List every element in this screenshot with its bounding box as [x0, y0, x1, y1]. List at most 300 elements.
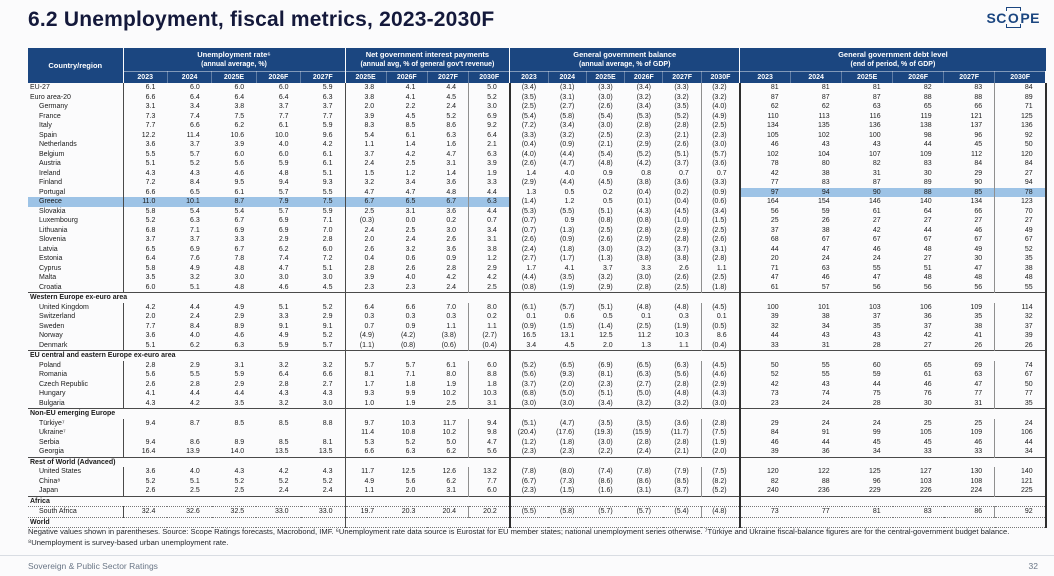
value-cell: 108 — [970, 477, 983, 485]
value-cell: (2.7) — [469, 331, 510, 341]
value-cell: 67 — [872, 236, 881, 244]
value-cell: 42 — [770, 169, 779, 177]
value-cell: 2.6 — [446, 236, 457, 244]
value-cell: 24 — [821, 399, 830, 407]
value-cell: 1.9 — [469, 169, 510, 179]
table-row — [28, 283, 1046, 293]
value-cell: (2.7) — [636, 380, 651, 388]
value-cell: 3.7 — [190, 236, 200, 244]
value-cell: 4.2 — [145, 303, 156, 311]
value-cell: 0.0 — [405, 217, 416, 225]
section-row: Africa — [28, 496, 1046, 507]
value-cell: (1.8) — [559, 245, 575, 253]
value-cell: 12.2 — [141, 131, 156, 139]
country-label: France — [28, 112, 123, 122]
value-cell: 47 — [974, 264, 983, 272]
country-label: United Kingdom — [28, 303, 123, 313]
value-cell: 8.6 — [446, 122, 457, 130]
value-cell: 1.8 — [469, 380, 510, 390]
value-cell: 24 — [995, 419, 1046, 429]
country-label: Ireland — [28, 169, 123, 179]
value-cell: 224 — [970, 487, 983, 495]
value-cell: (3.2) — [636, 245, 651, 253]
country-label: EU-27 — [28, 83, 123, 93]
value-cell: 10.1 — [167, 197, 211, 207]
value-cell: 88 — [893, 188, 944, 198]
value-cell: (3.7) — [674, 245, 689, 253]
value-cell: 0.1 — [701, 312, 739, 322]
value-cell: (5.1) — [521, 419, 537, 427]
value-cell: 8.0 — [469, 303, 510, 313]
value-cell: 229 — [868, 487, 881, 495]
value-cell: 3.0 — [278, 274, 289, 282]
value-cell: 0.1 — [526, 313, 537, 321]
value-cell: 48 — [923, 274, 932, 282]
value-cell: 73 — [770, 390, 779, 398]
value-cell: 43 — [872, 141, 881, 149]
value-cell: 105 — [766, 131, 779, 139]
value-cell: 4.7 — [446, 150, 457, 158]
value-cell: 34 — [821, 322, 830, 330]
value-cell: 9.4 — [469, 419, 510, 429]
value-cell: (1.5) — [559, 322, 575, 330]
year-header: 2023 — [740, 71, 791, 83]
value-cell: 23 — [770, 399, 779, 407]
value-cell: 1.4 — [446, 169, 457, 177]
value-cell: 43 — [872, 332, 881, 340]
value-cell: 44 — [770, 245, 779, 253]
group-header: Net government interest payments (annual avg, % of general gov't revenue) — [345, 48, 510, 71]
value-cell: 4.0 — [405, 274, 416, 282]
value-cell: (3.7) — [521, 380, 537, 388]
value-cell: 7.0 — [301, 226, 345, 236]
table-row — [28, 188, 1046, 198]
value-cell: 75 — [872, 390, 881, 398]
value-cell: 113 — [818, 112, 830, 120]
value-cell: 6.4 — [234, 93, 245, 101]
value-cell: (2.0) — [559, 380, 575, 388]
value-cell: 20.2 — [469, 507, 510, 518]
value-cell: (1.3) — [559, 226, 575, 234]
value-cell: (0.7) — [521, 226, 537, 234]
value-cell: 4.8 — [234, 264, 245, 272]
value-cell: 33 — [923, 448, 932, 456]
value-cell: (8.2) — [701, 477, 739, 487]
table-row — [28, 428, 1046, 438]
country-label: Euro area-20 — [28, 93, 123, 103]
value-cell: (2.3) — [636, 131, 651, 139]
value-cell: 4.0 — [564, 169, 575, 177]
value-cell: 2.9 — [234, 380, 245, 388]
value-cell: 2.3 — [364, 283, 375, 291]
value-cell: (3.2) — [674, 399, 689, 407]
value-cell: (2.4) — [521, 245, 537, 253]
value-cell: (4.5) — [598, 179, 613, 187]
value-cell: 6.4 — [364, 303, 375, 311]
value-cell: 1.7 — [364, 380, 375, 388]
value-cell: (6.3) — [636, 371, 651, 379]
value-cell: (5.4) — [663, 507, 701, 518]
value-cell: 44 — [770, 332, 779, 340]
value-cell: 102 — [766, 150, 779, 158]
value-cell: (6.8) — [521, 390, 537, 398]
value-cell: 6.9 — [278, 226, 289, 234]
value-cell: (2.5) — [701, 121, 739, 131]
country-label: Switzerland — [28, 312, 123, 322]
value-cell: 3.1 — [145, 103, 156, 111]
value-cell: 127 — [919, 468, 932, 476]
value-cell: 3.5 — [234, 399, 245, 407]
value-cell: 1.3 — [526, 188, 537, 196]
value-cell: (2.3) — [701, 131, 739, 141]
value-cell: 0.5 — [602, 313, 613, 321]
table-row — [28, 467, 1046, 477]
value-cell: (0.8) — [598, 217, 613, 225]
value-cell: 6.0 — [301, 245, 345, 255]
value-cell: 36 — [821, 448, 830, 456]
value-cell: 4.7 — [278, 264, 289, 272]
group-header: General government balance (annual average, % of GDP) — [510, 48, 740, 71]
value-cell: 106 — [995, 428, 1046, 438]
value-cell: (5.7) — [559, 303, 575, 311]
value-cell: 6.6 — [301, 370, 345, 380]
value-cell: 8.0 — [446, 371, 457, 379]
value-cell: (2.5) — [598, 131, 613, 139]
value-cell: 225 — [995, 486, 1046, 496]
value-cell: (2.9) — [701, 380, 739, 390]
year-header: 2023 — [510, 71, 548, 83]
value-cell: (0.8) — [400, 341, 416, 349]
value-cell: (3.1) — [559, 84, 575, 92]
value-cell: 3.9 — [364, 274, 375, 282]
value-cell: 2.4 — [190, 313, 200, 321]
value-cell: 5.9 — [278, 160, 289, 168]
value-cell: (3.2) — [674, 93, 689, 101]
country-label: Hungary — [28, 389, 123, 399]
value-cell: 83 — [821, 179, 830, 187]
value-cell: 4.2 — [405, 150, 416, 158]
value-cell: 2.9 — [469, 264, 510, 274]
value-cell: 123 — [995, 197, 1046, 207]
value-cell: 1.1 — [364, 487, 375, 495]
value-cell: (4.0) — [701, 102, 739, 112]
value-cell: (3.2) — [701, 83, 739, 93]
value-cell: (5.4) — [598, 150, 613, 158]
value-cell: 11.7 — [442, 419, 457, 427]
value-cell: (0.1) — [636, 198, 651, 206]
value-cell: 6.1 — [145, 84, 156, 92]
value-cell: (0.4) — [469, 341, 510, 351]
value-cell: 39 — [770, 448, 779, 456]
value-cell: 14.0 — [230, 448, 245, 456]
value-cell: 77 — [974, 390, 983, 398]
value-cell: 63 — [821, 264, 830, 272]
value-cell: 32.5 — [212, 507, 256, 518]
value-cell: 1.7 — [526, 264, 537, 272]
value-cell: (3.6) — [674, 179, 689, 187]
table-row — [28, 380, 1046, 390]
value-cell: 37 — [995, 322, 1046, 332]
value-cell: 5.7 — [278, 207, 289, 215]
value-cell: (5.2) — [674, 112, 689, 120]
value-cell: 32 — [770, 322, 779, 330]
value-cell: 4.5 — [301, 283, 345, 293]
value-cell: 3.3 — [278, 313, 289, 321]
value-cell: 0.3 — [405, 313, 416, 321]
value-cell: (0.4) — [636, 188, 651, 196]
value-cell: (19.3) — [594, 429, 613, 437]
value-cell: 3.2 — [364, 179, 375, 187]
value-cell: (2.1) — [674, 448, 689, 456]
value-cell: 11.4 — [186, 131, 200, 139]
value-cell: 74 — [821, 390, 830, 398]
value-cell: 6.0 — [469, 486, 510, 496]
table-row — [28, 121, 1046, 131]
value-cell: 3.6 — [145, 468, 156, 476]
value-cell: 4.2 — [469, 273, 510, 283]
value-cell: 109 — [970, 429, 983, 437]
value-cell: 1.3 — [641, 341, 651, 349]
value-cell: (3.8) — [636, 255, 651, 263]
value-cell: 105 — [919, 429, 932, 437]
value-cell: 27 — [923, 255, 932, 263]
value-cell: 7.8 — [234, 255, 245, 263]
value-cell: 2.5 — [446, 399, 457, 407]
value-cell: 7.1 — [405, 371, 416, 379]
value-cell: 5.5 — [301, 188, 345, 198]
value-cell: 20.4 — [427, 507, 468, 518]
value-cell: 67 — [995, 235, 1046, 245]
value-cell: 78 — [995, 188, 1046, 198]
value-cell: (0.8) — [521, 283, 537, 291]
value-cell: 43 — [821, 141, 830, 149]
value-cell: 60 — [872, 361, 881, 369]
table-row — [28, 264, 1046, 274]
value-cell: (6.5) — [559, 361, 575, 369]
value-cell: 5.2 — [278, 477, 289, 485]
value-cell: 9.9 — [405, 390, 416, 398]
value-cell: 4.5 — [446, 93, 457, 101]
value-cell: (0.7) — [521, 217, 537, 225]
value-cell: (3.4) — [521, 84, 537, 92]
country-label: Spain — [28, 131, 123, 141]
value-cell: 4.3 — [145, 169, 156, 177]
value-cell: 5.2 — [405, 438, 416, 446]
value-cell: 0.5 — [602, 198, 613, 206]
value-cell: 0.8 — [641, 169, 651, 177]
value-cell: (0.5) — [701, 322, 739, 332]
value-cell: 4.2 — [446, 274, 457, 282]
value-cell: 55 — [821, 371, 830, 379]
table-row — [28, 419, 1046, 429]
value-cell: 85 — [944, 188, 995, 198]
value-cell: (2.3) — [598, 380, 613, 388]
value-cell: 6.5 — [145, 245, 156, 253]
value-cell: 59 — [821, 207, 830, 215]
value-cell: 4.1 — [405, 84, 416, 92]
year-header: 2027F — [301, 71, 345, 83]
value-cell: (2.6) — [521, 236, 537, 244]
value-cell: 9.3 — [301, 178, 345, 188]
value-cell: 6.5 — [190, 188, 200, 196]
value-cell: 3.6 — [145, 332, 156, 340]
value-cell: 38 — [821, 169, 830, 177]
value-cell: 2.4 — [446, 283, 457, 291]
value-cell: 45 — [923, 438, 932, 446]
value-cell: 4.3 — [234, 468, 245, 476]
value-cell: 9.5 — [234, 179, 245, 187]
value-cell: 2.8 — [446, 264, 457, 272]
value-cell: 2.4 — [446, 103, 457, 111]
value-cell: 59 — [872, 371, 881, 379]
year-header: 2030F — [701, 71, 739, 83]
value-cell: 6.3 — [469, 150, 510, 160]
value-cell: 3.3 — [234, 236, 245, 244]
value-cell: (6.7) — [521, 477, 537, 485]
value-cell: (4.7) — [559, 419, 575, 427]
value-cell: (5.7) — [701, 150, 739, 160]
value-cell: 24 — [872, 419, 881, 427]
value-cell: 7.5 — [234, 112, 245, 120]
value-cell: 33.0 — [301, 507, 345, 518]
value-cell: 4.4 — [190, 390, 200, 398]
value-cell: 47 — [770, 274, 779, 282]
value-cell: 116 — [869, 112, 881, 120]
value-cell: 6.1 — [301, 150, 345, 160]
value-cell: (3.2) — [559, 131, 575, 139]
value-cell: (1.6) — [598, 487, 613, 495]
value-cell: (4.3) — [636, 207, 651, 215]
value-cell: 61 — [770, 283, 779, 291]
value-cell: 2.6 — [145, 380, 156, 388]
value-cell: 1.4 — [526, 169, 537, 177]
table-row — [28, 235, 1046, 245]
value-cell: 3.3 — [641, 264, 651, 272]
value-cell: 4.8 — [234, 283, 245, 291]
value-cell: 88 — [923, 93, 932, 101]
value-cell: 1.4 — [405, 141, 416, 149]
value-cell: 2.4 — [364, 226, 375, 234]
value-cell: (3.4) — [636, 103, 651, 111]
value-cell: 6.0 — [278, 84, 289, 92]
value-cell: 2.4 — [301, 486, 345, 496]
value-cell: (5.4) — [521, 112, 537, 120]
value-cell: (1.1) — [359, 341, 375, 349]
value-cell: (2.7) — [559, 103, 575, 111]
value-cell: (1.4) — [598, 322, 613, 330]
value-cell: 5.2 — [301, 477, 345, 487]
value-cell: 3.2 — [278, 399, 289, 407]
value-cell: (3.6) — [701, 159, 739, 169]
value-cell: (0.4) — [674, 198, 689, 206]
value-cell: (3.2) — [598, 274, 613, 282]
value-cell: 67 — [974, 236, 983, 244]
country-label: Netherlands — [28, 140, 123, 150]
value-cell: 4.7 — [364, 188, 375, 196]
value-cell: 47 — [974, 380, 983, 388]
value-cell: 110 — [767, 112, 779, 120]
value-cell: 37 — [770, 226, 779, 234]
value-cell: 2.4 — [405, 236, 416, 244]
value-cell: 4.4 — [469, 188, 510, 198]
value-cell: (3.0) — [701, 399, 739, 409]
scope-logo — [986, 10, 1040, 26]
value-cell: 0.2 — [469, 312, 510, 322]
value-cell: (5.0) — [559, 390, 575, 398]
value-cell: 109 — [970, 303, 983, 311]
country-label: Türkiye⁷ — [28, 419, 123, 429]
value-cell: 2.4 — [278, 487, 289, 495]
group-header: General government debt level (end of period, % of GDP) — [740, 48, 1046, 71]
value-cell: 38 — [974, 322, 983, 330]
value-cell: (20.4) — [517, 429, 537, 437]
value-cell: 65 — [923, 103, 932, 111]
value-cell: 91 — [821, 429, 830, 437]
value-cell: 8.7 — [190, 419, 200, 427]
country-label: Slovenia — [28, 235, 123, 245]
value-cell: 0.9 — [564, 217, 575, 225]
value-cell: 0.1 — [641, 313, 651, 321]
value-cell: 6.7 — [234, 245, 245, 253]
value-cell: 6.8 — [145, 226, 156, 234]
country-label: Lithuania — [28, 226, 123, 236]
value-cell: (3.2) — [636, 399, 651, 407]
value-cell: 27 — [995, 216, 1046, 226]
value-cell: 27 — [995, 169, 1046, 179]
value-cell: 6.1 — [301, 159, 345, 169]
value-cell: 13.1 — [560, 332, 575, 340]
table-row — [28, 178, 1046, 188]
value-cell: (2.5) — [701, 273, 739, 283]
value-cell: 4.3 — [278, 390, 289, 398]
metrics-table-head — [28, 48, 1046, 83]
value-cell: 2.0 — [364, 103, 375, 111]
value-cell: (3.3) — [598, 84, 613, 92]
value-cell: 81 — [821, 84, 830, 92]
table-row — [28, 216, 1046, 226]
value-cell: 5.7 — [278, 188, 289, 196]
value-cell: (3.0) — [636, 274, 651, 282]
value-cell: 8.5 — [405, 122, 416, 130]
value-cell: 4.3 — [301, 467, 345, 477]
table-row — [28, 399, 1046, 409]
value-cell: 2.0 — [145, 313, 156, 321]
value-cell: (2.5) — [521, 103, 537, 111]
value-cell: 0.9 — [405, 322, 416, 330]
value-cell: 97 — [740, 188, 791, 198]
value-cell: 73 — [740, 507, 791, 518]
value-cell: 32.6 — [167, 507, 211, 518]
value-cell: 76 — [923, 390, 932, 398]
value-cell: (1.8) — [701, 283, 739, 293]
value-cell: 3.9 — [364, 112, 375, 120]
value-cell: 57 — [821, 283, 830, 291]
value-cell: 6.2 — [278, 245, 289, 253]
table-row — [28, 140, 1046, 150]
value-cell: 9.4 — [145, 438, 156, 446]
value-cell: 19.7 — [345, 507, 386, 518]
year-header: 2023 — [123, 71, 167, 83]
value-cell: 48 — [995, 273, 1046, 283]
value-cell: (3.2) — [636, 93, 651, 101]
country-label: Georgia — [28, 447, 123, 457]
value-cell: 7.3 — [145, 112, 156, 120]
value-cell: (5.1) — [598, 207, 613, 215]
section-row: Non-EU emerging Europe — [28, 409, 1046, 419]
value-cell: 136 — [995, 121, 1046, 131]
value-cell: 4.3 — [301, 389, 345, 399]
value-cell: 101 — [817, 303, 830, 311]
